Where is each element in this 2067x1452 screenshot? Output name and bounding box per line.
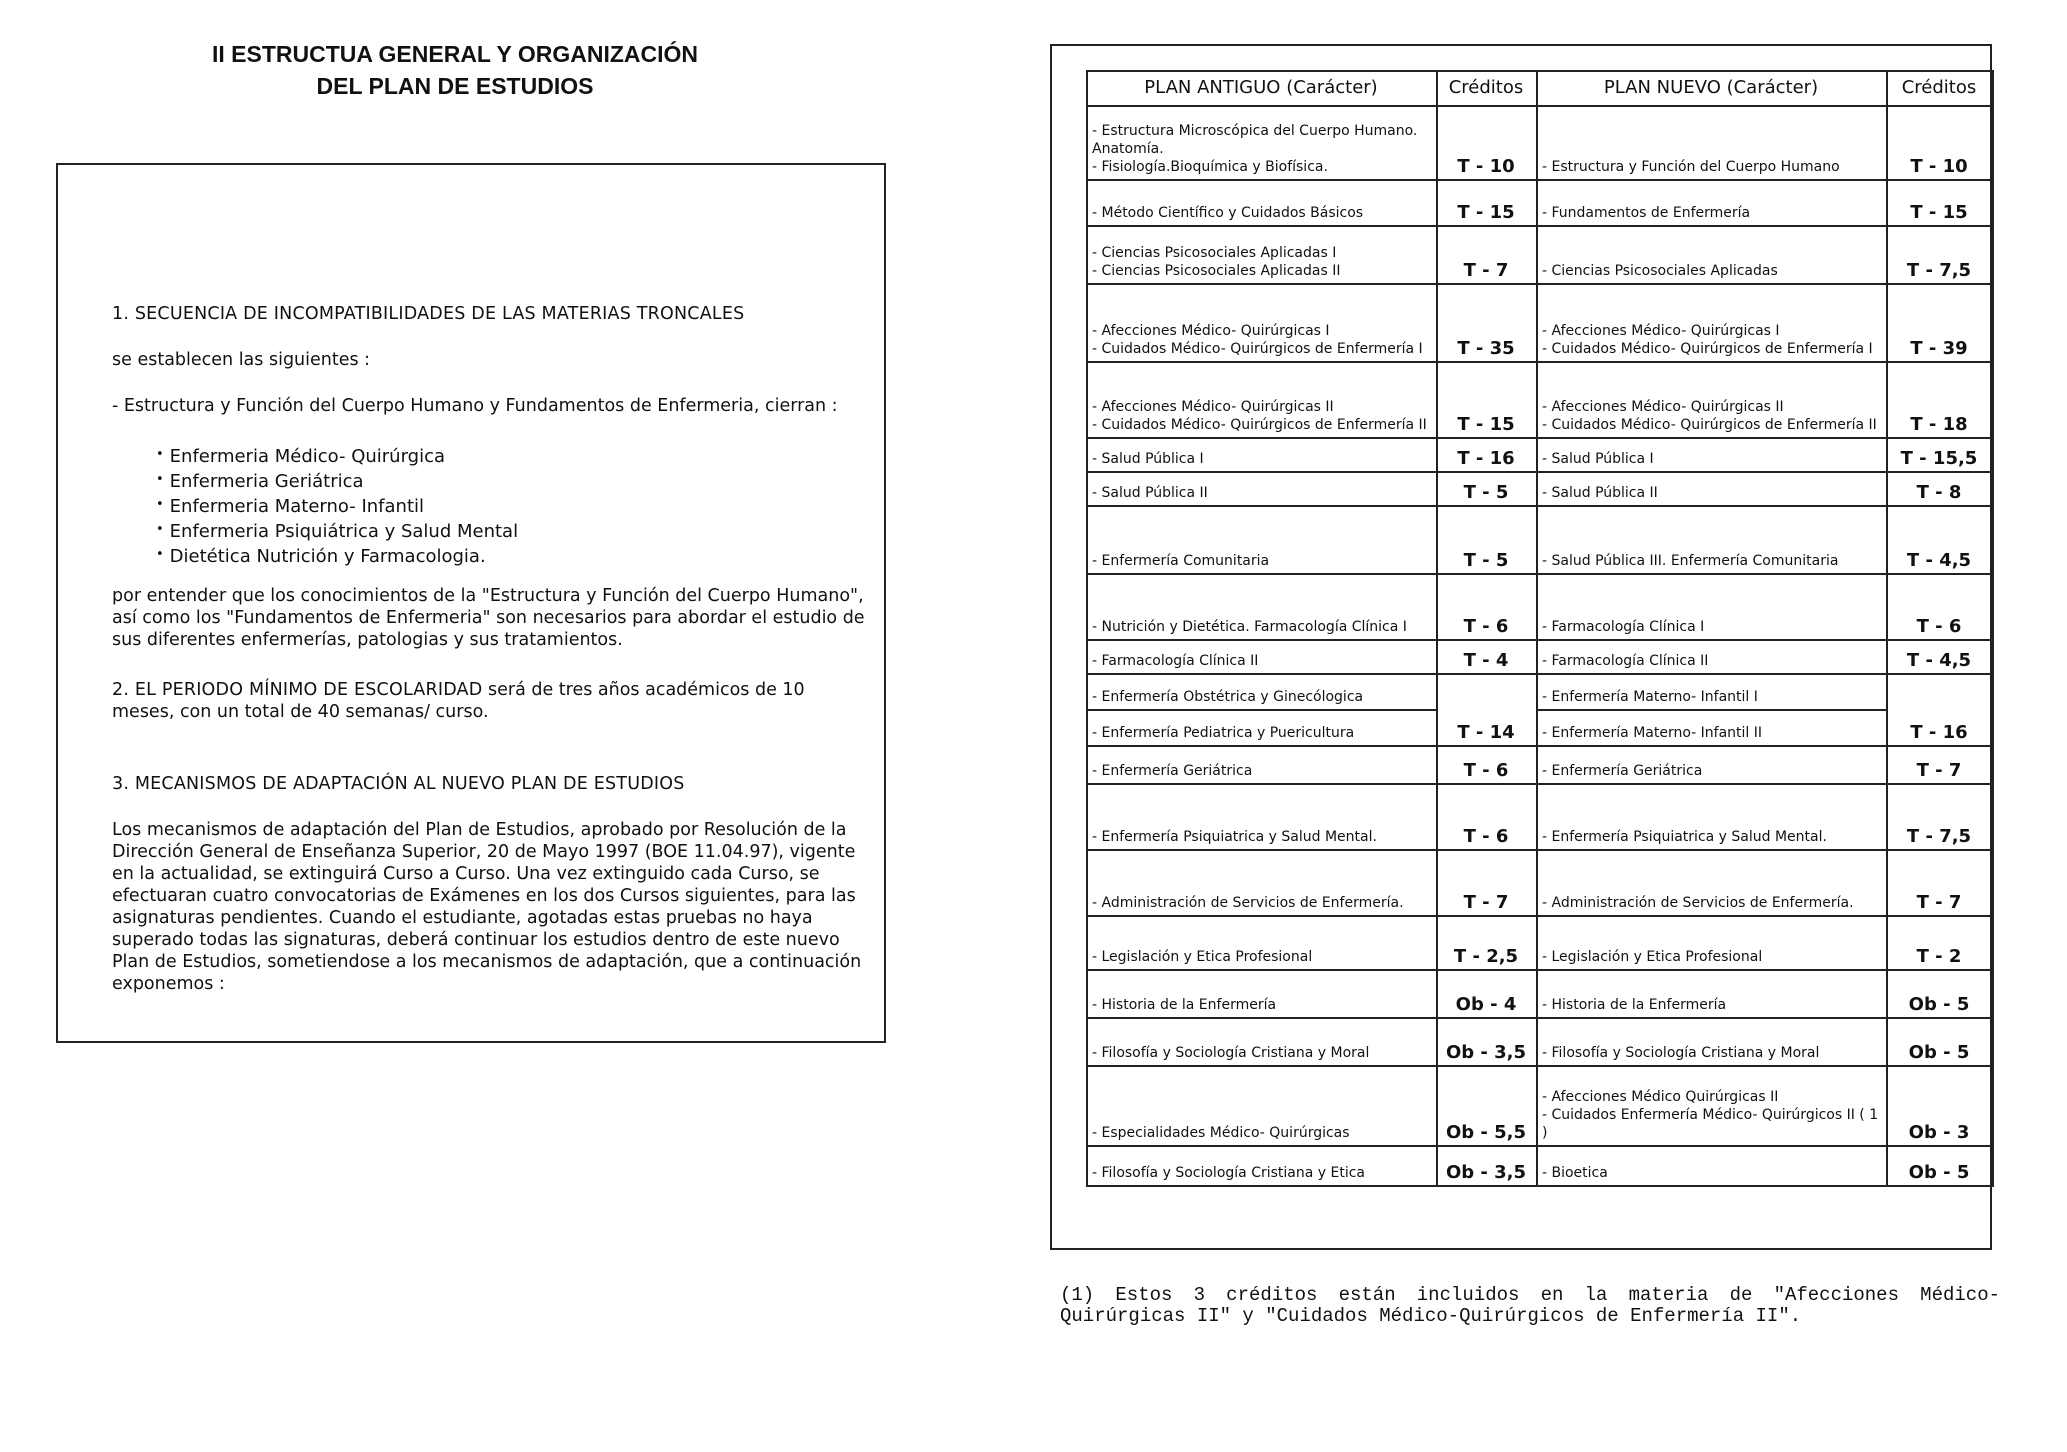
old-credits: T - 2,5 bbox=[1437, 916, 1537, 970]
table-row bbox=[1087, 850, 1993, 916]
new-subject: - Farmacología Clínica II bbox=[1537, 640, 1887, 674]
new-subject: - Bioetica bbox=[1537, 1146, 1887, 1186]
section-3-body: Los mecanismos de adaptación del Plan de Estudios, aprobado por Resolución de la Dirección General de Enseñanza Superior, 20 de Mayo 1997 (BOE 11.04.97), vigente en la actualidad, se extinguirá Curso a Curso. Una vez extinguido cada Curso, se efectuaran cuatro convocatorias de Exámenes en los dos Cursos siguientes, para las asignaturas pendientes. Cuando el estudiante, agotadas estas pruebas no haya superado todas las signaturas, deberá continuar los estudios dentro de este nuevo Plan de Estudios, sometiendose a los mecanismos de adaptación, que a continuación exponemos : bbox=[112, 820, 862, 994]
table-row bbox=[1087, 472, 1993, 506]
list-item: • Dietética Nutrición y Farmacologia. bbox=[156, 543, 518, 568]
new-subject: - Fundamentos de Enfermería bbox=[1537, 180, 1887, 226]
new-subject: - Enfermería Materno- Infantil I bbox=[1537, 674, 1887, 710]
new-credits: T - 4,5 bbox=[1887, 640, 1993, 674]
old-credits: T - 6 bbox=[1437, 784, 1537, 850]
old-credits: T - 14 bbox=[1437, 674, 1537, 746]
table-row bbox=[1087, 362, 1993, 438]
new-subject: - Ciencias Psicosociales Aplicadas bbox=[1537, 226, 1887, 284]
old-credits: Ob - 4 bbox=[1437, 970, 1537, 1018]
new-credits: T - 10 bbox=[1887, 106, 1993, 180]
adaptation-table bbox=[1086, 70, 1994, 1187]
new-credits: Ob - 5 bbox=[1887, 1018, 1993, 1066]
new-credits: T - 2 bbox=[1887, 916, 1993, 970]
new-credits: T - 15 bbox=[1887, 180, 1993, 226]
header-new-plan: PLAN NUEVO (Carácter) bbox=[1537, 71, 1887, 106]
new-subject: - Afecciones Médico Quirúrgicas II - Cuidados Enfermería Médico- Quirúrgicos II ( 1 ) bbox=[1537, 1066, 1887, 1146]
old-subject: - Farmacología Clínica II bbox=[1087, 640, 1437, 674]
section-1-heading: 1. SECUENCIA DE INCOMPATIBILIDADES DE LAS MATERIAS TRONCALES bbox=[112, 304, 745, 324]
new-credits: T - 7 bbox=[1887, 850, 1993, 916]
section-3-heading: 3. MECANISMOS DE ADAPTACIÓN AL NUEVO PLAN DE ESTUDIOS bbox=[112, 774, 685, 794]
table-row bbox=[1087, 438, 1993, 472]
table-row bbox=[1087, 1018, 1993, 1066]
old-credits: T - 35 bbox=[1437, 284, 1537, 362]
new-subject: - Afecciones Médico- Quirúrgicas I - Cuidados Médico- Quirúrgicos de Enfermería I bbox=[1537, 284, 1887, 362]
old-subject: - Filosofía y Sociología Cristiana y Etica bbox=[1087, 1146, 1437, 1186]
closed-subjects-list bbox=[156, 443, 518, 568]
title-line-1: II ESTRUCTUA GENERAL Y ORGANIZACIÓN bbox=[211, 41, 699, 67]
old-credits: T - 6 bbox=[1437, 746, 1537, 784]
new-credits: T - 18 bbox=[1887, 362, 1993, 438]
section-1-intro: se establecen las siguientes : bbox=[112, 350, 371, 370]
old-credits: T - 5 bbox=[1437, 506, 1537, 574]
list-item: • Enfermeria Médico- Quirúrgica bbox=[156, 443, 518, 468]
old-credits: T - 16 bbox=[1437, 438, 1537, 472]
table-row bbox=[1087, 506, 1993, 574]
list-item: • Enfermeria Geriátrica bbox=[156, 468, 518, 493]
new-credits: T - 7,5 bbox=[1887, 226, 1993, 284]
old-credits: T - 15 bbox=[1437, 180, 1537, 226]
old-subject: - Enfermería Pediatrica y Puericultura bbox=[1087, 710, 1437, 746]
table-row bbox=[1087, 574, 1993, 640]
new-credits: T - 8 bbox=[1887, 472, 1993, 506]
new-credits: T - 16 bbox=[1887, 674, 1993, 746]
list-item: • Enfermeria Psiquiátrica y Salud Mental bbox=[156, 518, 518, 543]
table-row bbox=[1087, 284, 1993, 362]
old-credits: T - 7 bbox=[1437, 226, 1537, 284]
new-credits: T - 4,5 bbox=[1887, 506, 1993, 574]
old-subject: - Afecciones Médico- Quirúrgicas I - Cuidados Médico- Quirúrgicos de Enfermería I bbox=[1087, 284, 1437, 362]
new-subject: - Farmacología Clínica I bbox=[1537, 574, 1887, 640]
incompatibilities-box bbox=[56, 163, 886, 1043]
section-2-heading: 2. EL PERIODO MÍNIMO DE ESCOLARIDAD bbox=[112, 680, 483, 700]
title-line-2: DEL PLAN DE ESTUDIOS bbox=[316, 73, 594, 99]
old-credits: T - 5 bbox=[1437, 472, 1537, 506]
section-2 bbox=[112, 679, 872, 723]
table-row bbox=[1087, 1066, 1993, 1146]
table-row bbox=[1087, 640, 1993, 674]
new-credits: Ob - 5 bbox=[1887, 1146, 1993, 1186]
new-subject: - Filosofía y Sociología Cristiana y Moral bbox=[1537, 1018, 1887, 1066]
table-row bbox=[1087, 674, 1993, 710]
document-title bbox=[110, 38, 800, 102]
table-row bbox=[1087, 970, 1993, 1018]
old-subject: - Filosofía y Sociología Cristiana y Moral bbox=[1087, 1018, 1437, 1066]
new-subject: - Enfermería Geriátrica bbox=[1537, 746, 1887, 784]
old-subject: - Método Científico y Cuidados Básicos bbox=[1087, 180, 1437, 226]
new-subject: - Enfermería Psiquiatrica y Salud Mental. bbox=[1537, 784, 1887, 850]
section-1-closes: - Estructura y Función del Cuerpo Humano y Fundamentos de Enfermeria, cierran : bbox=[112, 396, 838, 416]
old-subject: - Afecciones Médico- Quirúrgicas II - Cuidados Médico- Quirúrgicos de Enfermería II bbox=[1087, 362, 1437, 438]
new-credits: T - 15,5 bbox=[1887, 438, 1993, 472]
old-credits: T - 6 bbox=[1437, 574, 1537, 640]
new-subject: - Administración de Servicios de Enfermería. bbox=[1537, 850, 1887, 916]
new-subject: - Enfermería Materno- Infantil II bbox=[1537, 710, 1887, 746]
new-subject: - Legislación y Etica Profesional bbox=[1537, 916, 1887, 970]
old-subject: - Ciencias Psicosociales Aplicadas I - Ciencias Psicosociales Aplicadas II bbox=[1087, 226, 1437, 284]
new-credits: T - 7,5 bbox=[1887, 784, 1993, 850]
old-subject: - Enfermería Psiquiatrica y Salud Mental. bbox=[1087, 784, 1437, 850]
table-row bbox=[1087, 916, 1993, 970]
old-credits: Ob - 3,5 bbox=[1437, 1146, 1537, 1186]
table-row bbox=[1087, 106, 1993, 180]
table-row bbox=[1087, 746, 1993, 784]
old-subject: - Legislación y Etica Profesional bbox=[1087, 916, 1437, 970]
old-credits: T - 10 bbox=[1437, 106, 1537, 180]
table-row bbox=[1087, 784, 1993, 850]
header-new-credits: Créditos bbox=[1887, 71, 1993, 106]
old-subject: - Especialidades Médico- Quirúrgicas bbox=[1087, 1066, 1437, 1146]
new-subject: - Salud Pública III. Enfermería Comunitaria bbox=[1537, 506, 1887, 574]
new-subject: - Historia de la Enfermería bbox=[1537, 970, 1887, 1018]
table-header-row bbox=[1087, 71, 1993, 106]
old-credits: T - 4 bbox=[1437, 640, 1537, 674]
old-subject: - Salud Pública I bbox=[1087, 438, 1437, 472]
old-subject: - Salud Pública II bbox=[1087, 472, 1437, 506]
old-subject: - Estructura Microscópica del Cuerpo Humano. Anatomía. - Fisiología.Bioquímica y Biofísica. bbox=[1087, 106, 1437, 180]
new-subject: - Salud Pública I bbox=[1537, 438, 1887, 472]
old-subject: - Administración de Servicios de Enfermería. bbox=[1087, 850, 1437, 916]
table-row bbox=[1087, 180, 1993, 226]
new-subject: - Afecciones Médico- Quirúrgicas II - Cuidados Médico- Quirúrgicos de Enfermería II bbox=[1537, 362, 1887, 438]
new-credits: T - 7 bbox=[1887, 746, 1993, 784]
new-credits: Ob - 5 bbox=[1887, 970, 1993, 1018]
old-credits: T - 7 bbox=[1437, 850, 1537, 916]
old-credits: T - 15 bbox=[1437, 362, 1537, 438]
table-footnote: (1) Estos 3 créditos están incluidos en la materia de "Afecciones Médico-Quirúrgicas II" y "Cuidados Médico-Quirúrgicos de Enfermería II". bbox=[1060, 1284, 2000, 1327]
table-row bbox=[1087, 1146, 1993, 1186]
list-item: • Enfermeria Materno- Infantil bbox=[156, 493, 518, 518]
old-subject: - Enfermería Comunitaria bbox=[1087, 506, 1437, 574]
old-subject: - Historia de la Enfermería bbox=[1087, 970, 1437, 1018]
section-2-text: será de tres años académicos de 10 meses, con un total de 40 semanas/ curso. bbox=[112, 680, 805, 722]
new-subject: - Estructura y Función del Cuerpo Humano bbox=[1537, 106, 1887, 180]
new-subject: - Salud Pública II bbox=[1537, 472, 1887, 506]
old-credits: Ob - 5,5 bbox=[1437, 1066, 1537, 1146]
old-subject: - Nutrición y Dietética. Farmacología Clínica I bbox=[1087, 574, 1437, 640]
new-credits: T - 39 bbox=[1887, 284, 1993, 362]
header-old-plan: PLAN ANTIGUO (Carácter) bbox=[1087, 71, 1437, 106]
new-credits: T - 6 bbox=[1887, 574, 1993, 640]
old-subject: - Enfermería Obstétrica y Ginecólogica bbox=[1087, 674, 1437, 710]
table-row bbox=[1087, 226, 1993, 284]
old-credits: Ob - 3,5 bbox=[1437, 1018, 1537, 1066]
new-credits: Ob - 3 bbox=[1887, 1066, 1993, 1146]
header-old-credits: Créditos bbox=[1437, 71, 1537, 106]
old-subject: - Enfermería Geriátrica bbox=[1087, 746, 1437, 784]
table-row bbox=[1087, 710, 1993, 746]
section-1-reason: por entender que los conocimientos de la "Estructura y Función del Cuerpo Humano", así como los "Fundamentos de Enfermeria" son necesarios para abordar el estudio de sus diferentes enfermerías, patologias y sus tratamientos. bbox=[112, 586, 865, 650]
